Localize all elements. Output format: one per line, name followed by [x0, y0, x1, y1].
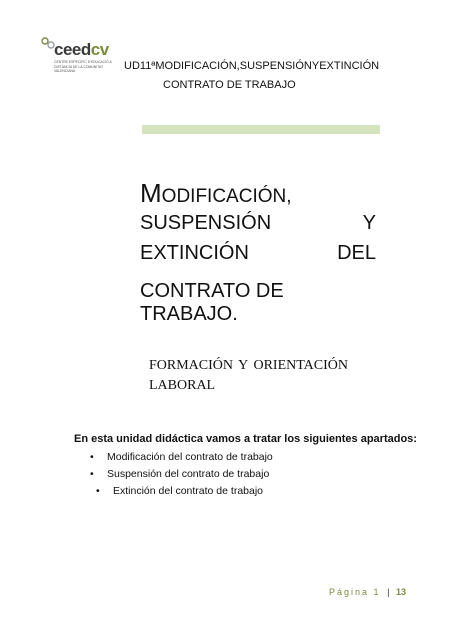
- title-row-3: EXTINCIÓN DEL: [140, 242, 376, 264]
- subtitle-row-1: FORMACIÓN Y ORIENTACIÓN: [149, 358, 348, 373]
- document-title: [140, 178, 376, 325]
- page-number: 1: [373, 587, 381, 597]
- page-footer: [329, 587, 406, 597]
- topic-list: [90, 451, 273, 502]
- page-total: 13: [395, 587, 406, 597]
- header-word: 11ª: [139, 60, 156, 72]
- list-item: • Modificación del contrato de trabajo: [90, 451, 273, 463]
- title-rest: ODIFICACIÓN,: [161, 186, 292, 207]
- title-row-2: SUSPENSIÓN Y: [140, 212, 376, 234]
- subtitle-row-2: LABORAL: [149, 378, 216, 393]
- header-word: MODIFICACIÓN,: [155, 60, 240, 72]
- header-word: Y: [311, 60, 320, 72]
- running-header-line2: CONTRATO DE TRABAJO: [163, 79, 296, 91]
- page-separator: |: [387, 587, 390, 597]
- header-word: UD: [124, 60, 140, 72]
- header-word: EXTINCIÓN: [319, 60, 380, 72]
- header-word: SUSPENSIÓN: [239, 60, 312, 72]
- list-item: • Extinción del contrato de trabajo: [96, 485, 264, 497]
- decorative-bar: [142, 125, 380, 134]
- module-name: [149, 358, 348, 398]
- intro-text: En esta unidad didáctica vamos a tratar los siguientes apartados:: [74, 433, 417, 445]
- bullet-icon: •: [90, 451, 94, 463]
- logo-tagline: CENTRE ESPECÍFIC D'EDUCACIÓ A DISTÀNCIA DE LA COMUNITAT VALENCIANA: [54, 60, 112, 74]
- title-row-4: CONTRATO DE TRABAJO.: [140, 280, 284, 325]
- running-header-line1: [124, 60, 380, 72]
- page-label: Página: [329, 587, 370, 597]
- bullet-icon: •: [90, 468, 94, 480]
- title-row-1: [140, 178, 376, 212]
- logo-wordmark: ceedcv: [54, 40, 109, 59]
- title-initial: M: [140, 178, 162, 208]
- ceedcv-logo: [40, 36, 112, 84]
- list-item: • Suspensión del contrato de trabajo: [90, 468, 270, 480]
- bullet-icon: •: [96, 485, 100, 497]
